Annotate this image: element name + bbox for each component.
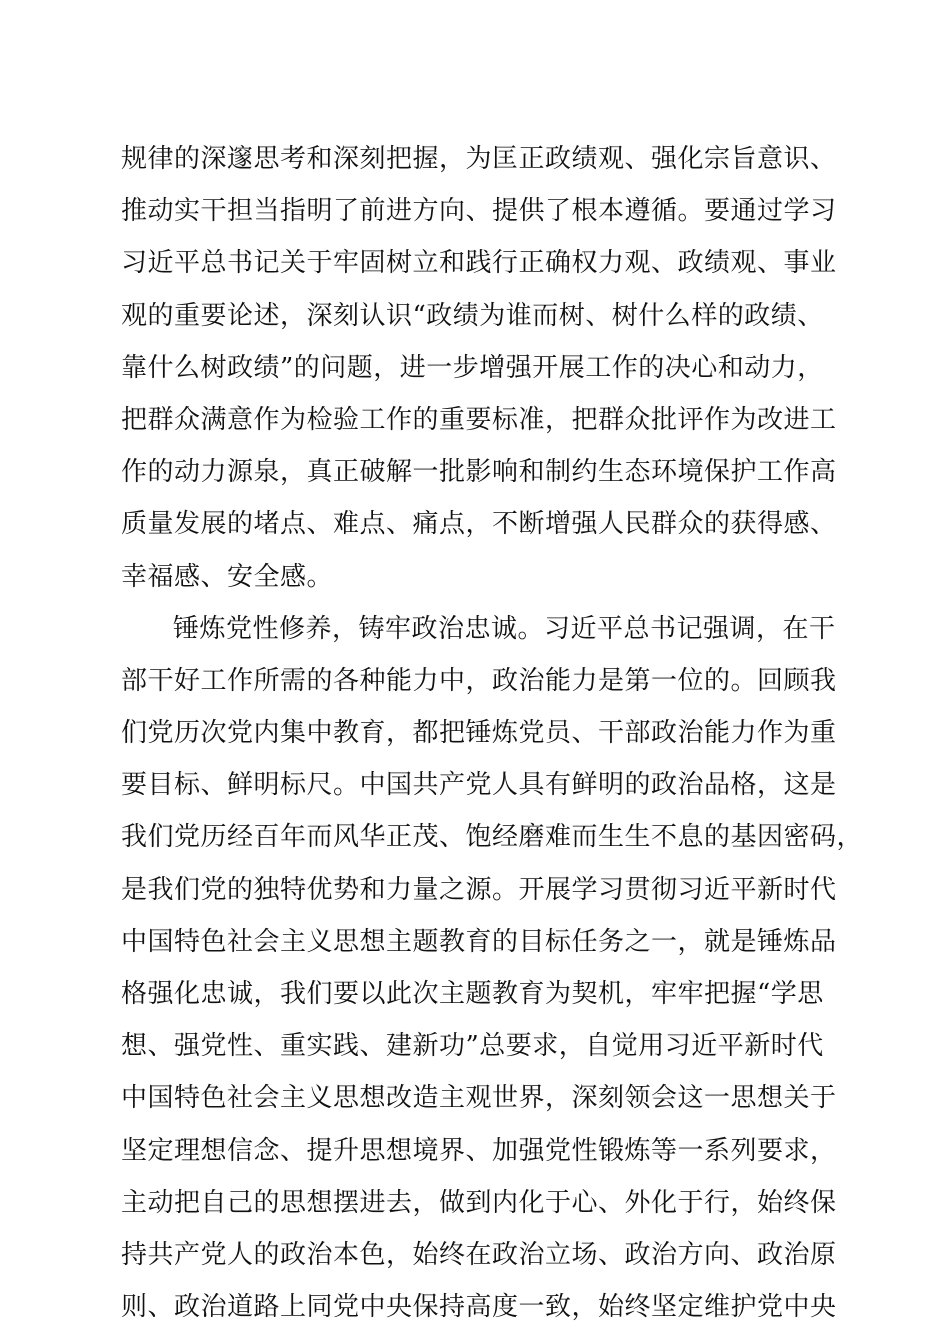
text-line: 规律的深邃思考和深刻把握，为匡正政绩观、强化宗旨意识、 — [121, 144, 837, 174]
text-line: 中国特色社会主义思想主题教育的目标任务之一，就是锤炼品 — [121, 926, 837, 957]
text-line: 靠什么树政绩”的问题，进一步增强开展工作的决心和动力， — [121, 352, 824, 383]
text-line: 锤炼党性修养，铸牢政治忠诚。习近平总书记强调，在干 — [173, 613, 836, 644]
text-line: 主动把自己的思想摆进去，做到内化于心、外化于行，始终保 — [121, 1187, 837, 1218]
text-line: 观的重要论述，深刻认识“政绩为谁而树、树什么样的政绩、 — [121, 300, 824, 331]
text-line: 幸福感、安全感。 — [121, 561, 334, 592]
text-line: 是我们党的独特优势和力量之源。开展学习贯彻习近平新时代 — [121, 874, 837, 905]
text-line: 质量发展的堵点、难点、痛点，不断增强人民群众的获得感、 — [121, 509, 837, 540]
text-line: 则、政治道路上同党中央保持高度一致，始终坚定维护党中央 — [121, 1292, 837, 1323]
body-text — [121, 133, 864, 1333]
text-line: 推动实干担当指明了前进方向、提供了根本遵循。要通过学习 — [121, 196, 837, 227]
text-line: 作的动力源泉，真正破解一批影响和制约生态环境保护工作高 — [121, 457, 837, 488]
text-line: 要目标、鲜明标尺。中国共产党人具有鲜明的政治品格，这是 — [121, 770, 837, 801]
text-line: 部干好工作所需的各种能力中，政治能力是第一位的。回顾我 — [121, 665, 837, 696]
text-line: 习近平总书记关于牢固树立和践行正确权力观、政绩观、事业 — [121, 248, 837, 279]
text-line: 想、强党性、重实践、建新功”总要求，自觉用习近平新时代 — [121, 1031, 824, 1062]
text-line: 把群众满意作为检验工作的重要标准，把群众批评作为改进工 — [121, 404, 837, 435]
text-line: 中国特色社会主义思想改造主观世界，深刻领会这一思想关于 — [121, 1083, 837, 1114]
text-line: 们党历次党内集中教育，都把锤炼党员、干部政治能力作为重 — [121, 718, 837, 749]
text-line: 格强化忠诚，我们要以此次主题教育为契机，牢牢把握“学思 — [121, 979, 824, 1009]
text-line: 坚定理想信念、提升思想境界、加强党性锻炼等一系列要求， — [121, 1135, 837, 1166]
text-line: 持共产党人的政治本色，始终在政治立场、政治方向、政治原 — [121, 1239, 837, 1270]
text-line: 我们党历经百年而风华正茂、饱经磨难而生生不息的基因密码， — [121, 822, 864, 853]
